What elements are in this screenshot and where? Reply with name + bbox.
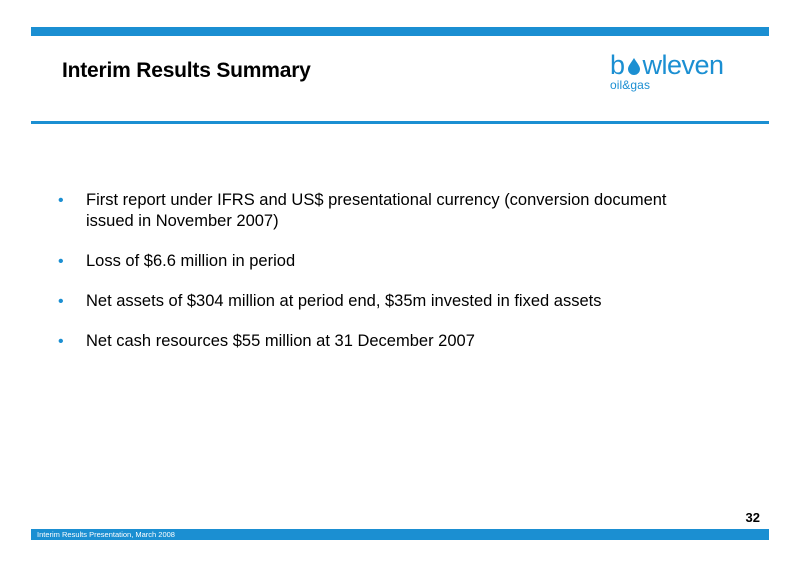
bullet-item <box>58 291 708 312</box>
logo-letters-wleven: wleven <box>642 50 724 80</box>
page-number: 32 <box>745 510 760 525</box>
summary-bullet-list <box>58 190 708 371</box>
footer-text: Interim Results Presentation, March 2008 <box>37 530 175 539</box>
header-divider <box>31 121 769 124</box>
bullet-item <box>58 251 708 272</box>
logo-letter-b: b <box>610 50 625 80</box>
bullet-icon: • <box>58 333 64 350</box>
bullet-text: Net cash resources $55 million at 31 December 2007 <box>86 332 475 350</box>
bullet-text: First report under IFRS and US$ presentational currency (conversion document issued in November 2007) <box>86 191 667 230</box>
header-bar <box>31 27 769 36</box>
bullet-text: Net assets of $304 million at period end, $35m invested in fixed assets <box>86 292 602 310</box>
company-logo <box>608 50 743 94</box>
water-drop-icon <box>626 57 642 75</box>
logo-subtitle: oil&gas <box>610 78 651 92</box>
bullet-item <box>58 331 708 352</box>
logo-wordmark <box>610 50 724 80</box>
bullet-icon: • <box>58 192 64 209</box>
slide-title: Interim Results Summary <box>62 59 311 82</box>
bullet-item <box>58 190 708 232</box>
bullet-icon: • <box>58 253 64 270</box>
bullet-icon: • <box>58 293 64 310</box>
bullet-text: Loss of $6.6 million in period <box>86 252 296 270</box>
